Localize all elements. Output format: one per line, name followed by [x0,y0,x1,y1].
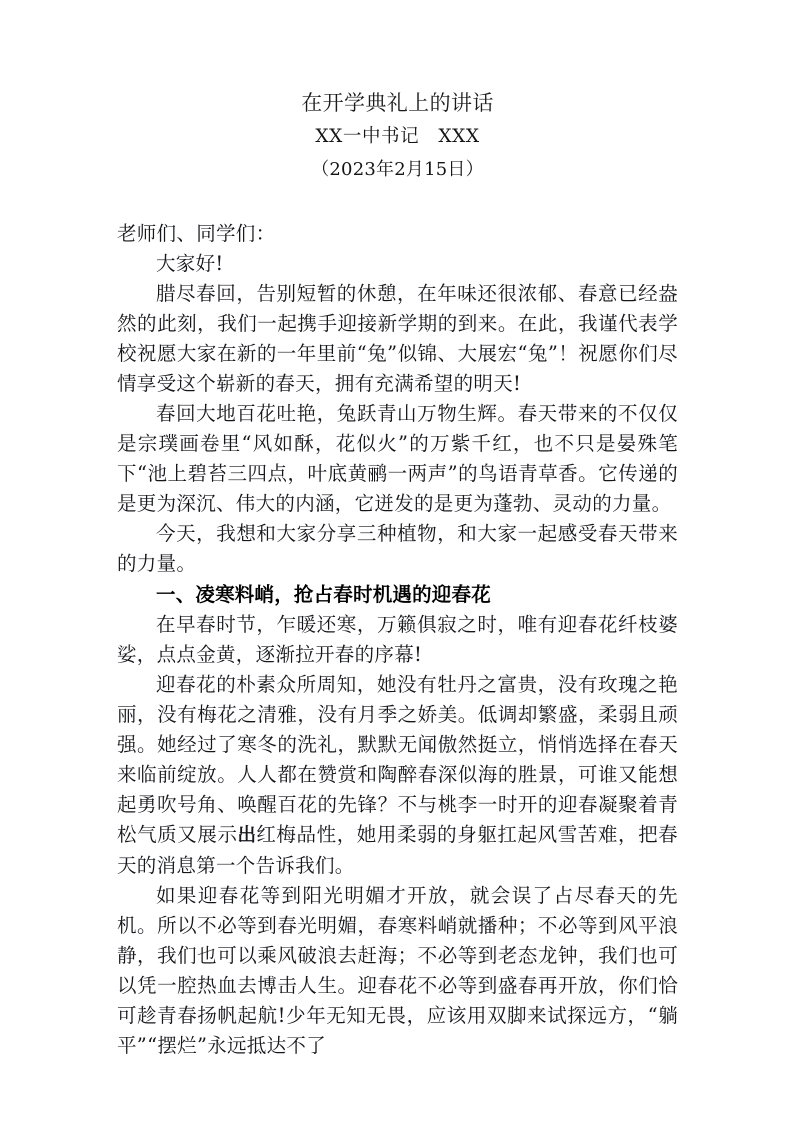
paragraph-4: 在早春时节，乍暖还寒，万籁俱寂之时，唯有迎春花纤枝婆娑，点点金黄，逐渐拉开春的序幕! [117,613,678,666]
paragraph-5-part-a: 迎春花的朴素众所周知，她没有牡丹之富贵，没有玫瑰之艳丽，没有梅花之清雅，没有月季之娇美。低调却繁盛，柔弱且顽强。她经过了寒冬的洗礼，默默无闻傲然挺立，悄悄选择在春天来临前绽放。人人都在赞赏和陶醉春深似海的胜景，可谁又能想起勇吹号角、唤醒百花的先锋？不与桃李一时开的迎春凝聚着青松气质又展示 [117,673,678,846]
section-heading-1: 一、凌寒料峭，抢占春时机遇的迎春花 [156,583,491,606]
paragraph-2: 春回大地百花吐艳，兔跃青山万物生辉。春天带来的不仅仅是宗璞画卷里“风如酥，花似火”的万紫千红，也不只是晏殊笔下“池上碧苔三四点，叶底黄鹂一两声”的鸟语青草香。它传递的是更为深沉、伟大的内涵，它迸发的是更为蓬勃、灵动的力量。 [117,402,678,515]
document-byline: XX一中书记 XXX [315,126,480,147]
document-title: 在开学典礼上的讲话 [301,91,494,115]
paragraph-1: 腊尽春回，告别短暂的休憩，在年味还很浓郁、春意已经盎然的此刻，我们一起携手迎接新学期的到来。在此，我谨代表学校祝愿大家在新的一年里前“兔”似锦、大展宏“兔”！祝愿你们尽情享受这个崭新的春天，拥有充满希望的明天! [117,282,678,395]
paragraph-6: 如果迎春花等到阳光明媚才开放，就会误了占尽春天的先机。所以不必等到春光明媚，春寒料峭就播种；不必等到风平浪静，我们也可以乘风破浪去赶海；不必等到老态龙钟，我们也可以凭一腔热血去博击人生。迎春花不必等到盛春再开放，你们恰可趁青春扬帆起航!少年无知无畏，应该用双脚来试探远方，“躺平”“摆烂”永远抵达不了 [117,884,678,1057]
title-body-spacer [117,186,678,219]
paragraph-greeting: 大家好! [156,252,224,275]
paragraph-5-alt-glyph: 出 [237,825,257,846]
paragraph-5 [117,670,678,881]
paragraph-5-part-b: 红梅品性，她用柔弱的身躯扛起风雪苦难，把春天的消息第一个告诉我们。 [117,823,678,877]
paragraph-3: 今天，我想和大家分享三种植物，和大家一起感受春天带来的力量。 [117,522,678,575]
document-date: （2023年2月15日） [311,159,484,180]
document-content [117,86,678,1061]
salutation-line: 老师们、同学们： [117,222,276,245]
